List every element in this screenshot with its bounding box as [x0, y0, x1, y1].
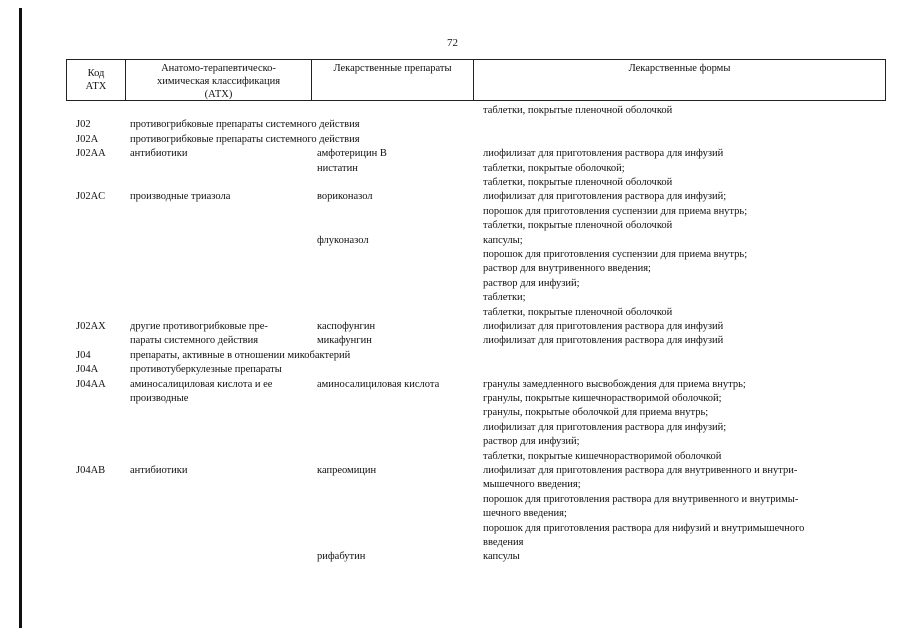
header-code: [66, 59, 126, 101]
dosage-form: таблетки, покрытые пленочной оболочкой: [483, 220, 673, 232]
drug-name: вориконазол: [317, 191, 373, 203]
dosage-form: лиофилизат для приготовления раствора для инфузий;: [483, 191, 727, 203]
atc-classification: аминосалициловая кислота и ее: [130, 378, 273, 390]
dosage-form: таблетки, покрытые кишечнорастворимой оболочкой: [483, 450, 722, 462]
atc-classification: препараты, активные в отношении микобактерий: [130, 349, 351, 361]
atc-code: J04A: [76, 364, 99, 376]
atc-code: J02: [76, 119, 91, 131]
dosage-form: гранулы замедленного высвобождения для приема внутрь;: [483, 378, 746, 390]
atc-code: J02AA: [76, 148, 106, 160]
dosage-form: таблетки, покрытые оболочкой;: [483, 162, 625, 174]
header-classification-line-3: (АТХ): [204, 89, 233, 100]
dosage-form: лиофилизат для приготовления раствора для внутривенного и внутри-: [483, 465, 798, 476]
atc-classification: противогрибковые препараты системного действия: [130, 133, 360, 145]
dosage-form: таблетки, покрытые пленочной оболочкой: [483, 105, 673, 116]
atc-code: J04AB: [76, 465, 106, 476]
dosage-form: лиофилизат для приготовления раствора для инфузий: [483, 335, 724, 347]
header-classification-line-1: Анатомо-терапевтическо-: [161, 63, 276, 74]
dosage-form: гранулы, покрытые кишечнорастворимой оболочкой;: [483, 393, 722, 404]
drug-name: нистатин: [317, 162, 358, 174]
header-classification-line-2: химическая классификация: [156, 76, 281, 87]
dosage-form: раствор для инфузий;: [483, 277, 580, 289]
atc-code: J02AC: [76, 191, 106, 203]
header-drugs-label: Лекарственные препараты: [333, 63, 452, 74]
page-number: 72: [447, 37, 458, 49]
drug-name: каспофунгин: [317, 321, 376, 332]
atc-classification: противогрибковые препараты системного действия: [130, 119, 360, 131]
header-code-line-1: Код: [87, 68, 105, 79]
header-drugs: [311, 59, 474, 101]
drug-name: аминосалициловая кислота: [317, 378, 440, 390]
dosage-form: порошок для приготовления суспензии для приема внутрь;: [483, 249, 748, 260]
dosage-form: введения: [483, 537, 524, 548]
dosage-form: мышечного введения;: [483, 479, 581, 491]
dosage-form: таблетки, покрытые пленочной оболочкой: [483, 177, 673, 188]
dosage-form: порошок для приготовления раствора для внутривенного и внутримы-: [483, 493, 799, 505]
atc-code: J04: [76, 349, 91, 361]
atc-classification: другие противогрибковые пре-: [130, 321, 268, 332]
atc-code: J04AA: [76, 378, 106, 390]
dosage-form: капсулы: [483, 551, 520, 563]
atc-classification: противотуберкулезные препараты: [130, 364, 282, 376]
atc-classification: параты системного действия: [130, 335, 259, 347]
atc-classification: производные триазола: [130, 191, 231, 203]
header-forms: [473, 59, 886, 101]
dosage-form: таблетки, покрытые пленочной оболочкой: [483, 306, 673, 318]
header-classification: [125, 59, 312, 101]
dosage-form: капсулы;: [483, 234, 523, 246]
dosage-form: лиофилизат для приготовления раствора для инфузий: [483, 148, 724, 160]
dosage-form: порошок для приготовления суспензии для приема внутрь;: [483, 205, 748, 217]
drug-name: флуконазол: [317, 234, 369, 246]
atc-code: J02A: [76, 133, 99, 145]
drug-name: амфотерицин В: [317, 148, 387, 160]
atc-code: J02AX: [76, 321, 106, 332]
dosage-form: порошок для приготовления раствора для нифузий и внутримышечного: [483, 522, 805, 534]
drug-name: микафунгин: [317, 335, 372, 347]
dosage-form: раствор для внутривенного введения;: [483, 263, 651, 275]
drug-name: капреомицин: [317, 465, 377, 476]
dosage-form: лиофилизат для приготовления раствора для инфузий: [483, 321, 724, 332]
dosage-form: лиофилизат для приготовления раствора для инфузий;: [483, 421, 727, 433]
dosage-form: шечного введения;: [483, 508, 567, 520]
dosage-form: гранулы, покрытые оболочкой для приема внутрь;: [483, 407, 709, 419]
atc-classification: антибиотики: [130, 465, 188, 476]
header-forms-label: Лекарственные формы: [628, 63, 731, 74]
page-binding-edge: [19, 8, 22, 628]
header-code-line-2: АТХ: [85, 81, 107, 92]
atc-classification: антибиотики: [130, 148, 188, 160]
dosage-form: таблетки;: [483, 292, 526, 304]
atc-classification: производные: [130, 393, 189, 404]
drug-name: рифабутин: [317, 551, 366, 563]
dosage-form: раствор для инфузий;: [483, 436, 580, 448]
